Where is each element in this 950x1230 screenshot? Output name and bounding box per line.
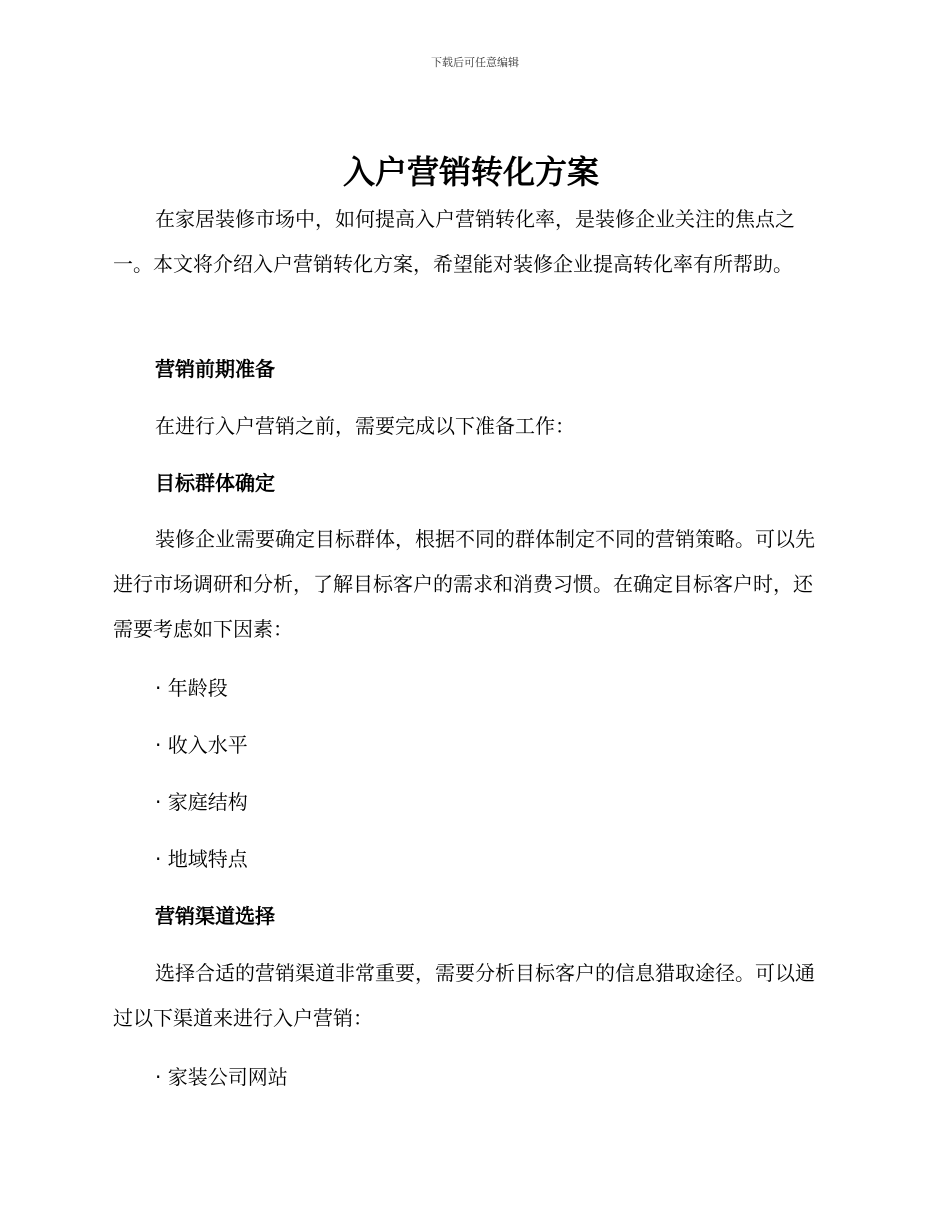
preparation-paragraph: 在进行入户营销之前，需要完成以下准备工作：	[155, 414, 575, 438]
page-header: 下载后可任意编辑	[431, 56, 519, 69]
intro-paragraph: 在家居装修市场中，如何提高入户营销转化率，是装修企业关注的焦点之一。本文将介绍入户营销转化方案，希望能对装修企业提高转化率有所帮助。	[113, 207, 795, 276]
channels-paragraph: 选择合适的营销渠道非常重要，需要分析目标客户的信息猎取途径。可以通过以下渠道来进行入户营销：	[113, 961, 815, 1030]
list-item-family: · 家庭结构	[155, 790, 248, 814]
section-heading-preparation: 营销前期准备	[155, 357, 275, 381]
section-heading-target-group: 目标群体确定	[155, 471, 275, 495]
target-group-paragraph: 装修企业需要确定目标群体，根据不同的群体制定不同的营销策略。可以先进行市场调研和分析，了解目标客户的需求和消费习惯。在确定目标客户时，还需要考虑如下因素：	[113, 527, 815, 641]
section-heading-channels: 营销渠道选择	[155, 904, 275, 928]
list-item-website: · 家装公司网站	[155, 1065, 288, 1089]
list-item-age: · 年龄段	[155, 676, 228, 700]
document-title: 入户营销转化方案	[342, 153, 599, 191]
list-item-income: · 收入水平	[155, 733, 248, 757]
list-item-region: · 地域特点	[155, 847, 248, 871]
